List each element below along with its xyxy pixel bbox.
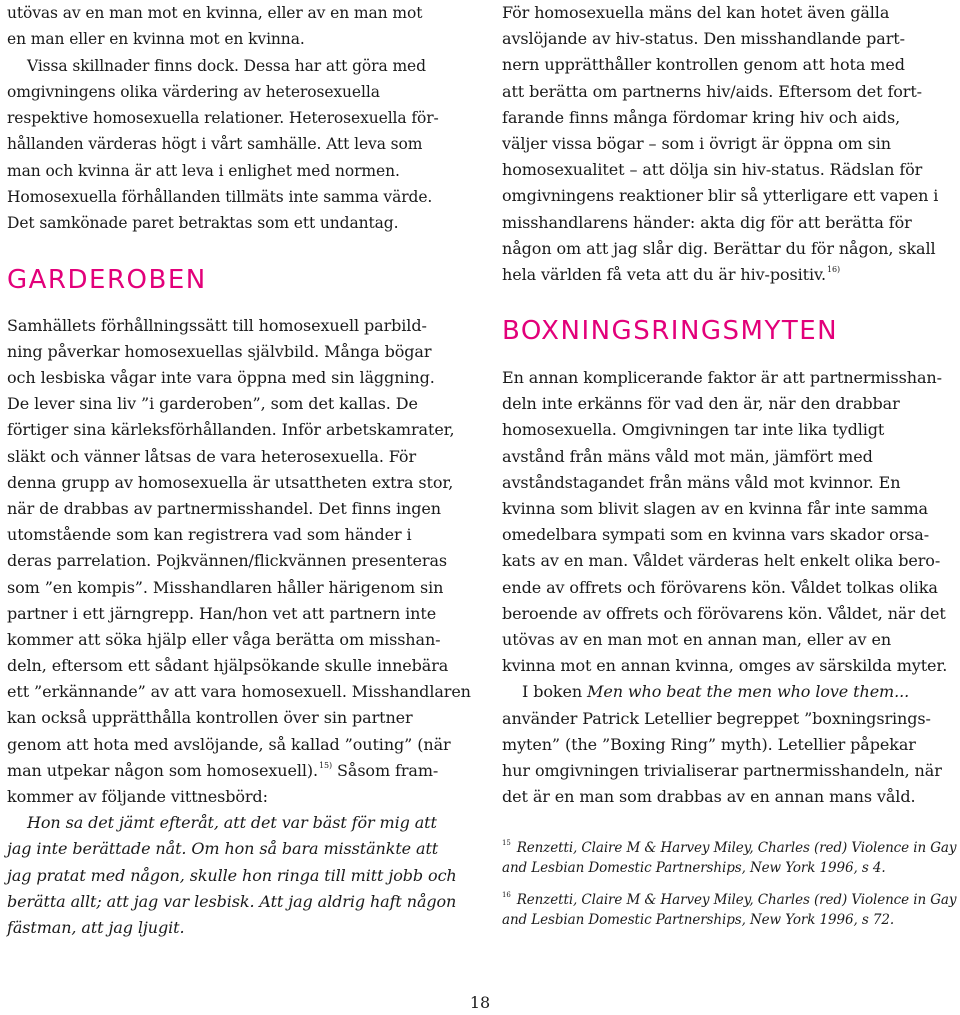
text-line: avslöjande av hiv-status. Den misshandlande part- bbox=[502, 29, 905, 49]
footnote-16-cont: and Lesbian Domestic Partnerships, New York 1996, s 72. bbox=[502, 912, 895, 929]
footnote-number: 15 bbox=[502, 839, 511, 848]
text-line: omedelbara sympati som en kvinna vars skador orsa- bbox=[502, 525, 930, 545]
left-body-paragraph bbox=[7, 313, 471, 811]
text-line-hiv bbox=[502, 262, 950, 288]
text-line: hur omgivningen trivialiserar partnermisshandeln, när bbox=[502, 760, 942, 780]
text-line: homosexuella. Omgivningen tar inte lika tydligt bbox=[502, 420, 885, 440]
text-line: farande finns många fördomar kring hiv och aids, bbox=[502, 107, 901, 127]
footnote-number: 16 bbox=[502, 891, 511, 900]
text-line: som ”en kompis”. Misshandlaren håller härigenom sin bbox=[7, 577, 444, 597]
text-line: kommer att söka hjälp eller våga berätta om misshan- bbox=[7, 629, 441, 649]
text-line: någon om att jag slår dig. Berättar du för någon, skall bbox=[502, 238, 936, 258]
quote-line: jag inte berättade nåt. Om hon så bara misstänkte att bbox=[7, 839, 439, 859]
text-line: det är en man som drabbas av en annan mans våld. bbox=[502, 787, 916, 807]
footnote-15 bbox=[502, 838, 957, 858]
text-line: kvinna som blivit slagen av en kvinna får inte samma bbox=[502, 499, 928, 518]
footnote-text: Renzetti, Claire M & Harvey Miley, Charles (red) Violence in Gay bbox=[516, 892, 957, 909]
boken-prefix: I boken bbox=[522, 682, 588, 702]
text-line: nern upprätthåller kontrollen genom att hota med bbox=[502, 55, 905, 75]
text-line: Det samkönade paret betraktas som ett undantag. bbox=[7, 214, 399, 233]
quote-line: fästman, att jag ljugit. bbox=[7, 917, 185, 937]
text-line: kats av en man. Våldet värderas helt enkelt olika bero- bbox=[502, 551, 941, 571]
text-line: denna grupp av homosexuella är utsattheten extra stor, bbox=[7, 472, 454, 492]
text-line: misshandlarens händer: akta dig för att berätta för bbox=[502, 212, 912, 232]
hiv-text: hela världen få veta att du är hiv-positiv. bbox=[502, 264, 827, 284]
text-line: deln, eftersom ett sådant hjälpsökande skulle innebära bbox=[7, 656, 449, 676]
text-line: man och kvinna är att leva i enlighet med normen. bbox=[7, 161, 400, 180]
text-line: när de drabbas av partnermisshandel. Det finns ingen bbox=[7, 498, 441, 518]
quote-line: Hon sa det jämt efteråt, att det var bäst för mig att bbox=[27, 813, 437, 833]
section-heading-garderoben: GARDEROBEN bbox=[7, 264, 207, 295]
right-column bbox=[502, 0, 957, 930]
text-line: deras parrelation. Pojkvännen/flickvännen presenteras bbox=[7, 551, 448, 571]
text-line: partner i ett järngrepp. Han/hon vet att partnern inte bbox=[7, 603, 437, 623]
text-line: avstånd från mäns våld mot män, jämfört med bbox=[502, 446, 873, 466]
text-line: omgivningens reaktioner blir så ytterligare ett vapen i bbox=[502, 186, 939, 206]
left-intro-paragraphs bbox=[7, 0, 459, 237]
text-line: att berätta om partnerns hiv/aids. Eftersom det fort- bbox=[502, 81, 922, 101]
text-line: och lesbiska vågar inte vara öppna med sin läggning. bbox=[7, 368, 435, 388]
text-line: De lever sina liv ”i garderoben”, som det kallas. De bbox=[7, 394, 418, 414]
text-line: ning påverkar homosexuellas självbild. Många bögar bbox=[7, 341, 432, 361]
text-line: Samhällets förhållningssätt till homosexuell parbild- bbox=[7, 315, 427, 335]
text-line: genom att hota med avslöjande, så kallad ”outing” (när bbox=[7, 734, 451, 754]
testimony-quote bbox=[7, 810, 459, 941]
text-line: deln inte erkänns för vad den är, när den drabbar bbox=[502, 394, 900, 414]
text-line: Homosexuella förhållanden tillmäts inte samma värde. bbox=[7, 188, 433, 207]
quote-line: berätta allt; att jag var lesbisk. Att jag aldrig haft någon bbox=[7, 891, 457, 911]
book-title: Men who beat the men who love them... bbox=[587, 682, 910, 702]
text-line-outing bbox=[7, 758, 459, 784]
text-line: ett ”erkännande” av att vara homosexuell. Misshandlaren bbox=[7, 682, 471, 702]
footnote-marker-16: 16) bbox=[827, 264, 841, 274]
text-line: utövas av en man mot en kvinna, eller av en man mot bbox=[7, 4, 423, 22]
quote-line: jag pratat med någon, skulle hon ringa till mitt jobb och bbox=[7, 865, 457, 885]
right-intro-paragraph bbox=[502, 0, 950, 288]
text-line-boken bbox=[502, 679, 950, 705]
page-number: 18 bbox=[469, 993, 491, 1012]
text-line: kommer av följande vittnesbörd: bbox=[7, 787, 268, 807]
outing-text-after: Såsom fram- bbox=[332, 760, 439, 780]
text-line: utomstående som kan registrera vad som händer i bbox=[7, 525, 412, 545]
footnote-text: Renzetti, Claire M & Harvey Miley, Charles (red) Violence in Gay bbox=[516, 840, 957, 857]
text-line: kvinna mot en annan kvinna, omges av särskilda myter. bbox=[502, 656, 948, 676]
text-line: omgivningens olika värdering av heterosexuella bbox=[7, 82, 380, 101]
footnote-15-cont: and Lesbian Domestic Partnerships, New York 1996, s 4. bbox=[502, 860, 886, 877]
text-line: hållanden värderas högt i vårt samhälle. Att leva som bbox=[7, 135, 423, 154]
text-line: Vissa skillnader finns dock. Dessa har att göra med bbox=[27, 56, 426, 75]
outing-text: man utpekar någon som homosexuell). bbox=[7, 760, 319, 780]
left-column bbox=[7, 0, 471, 941]
text-line: homosexualitet – att dölja sin hiv-status. Rädslan för bbox=[502, 160, 923, 180]
text-line: För homosexuella mäns del kan hotet även gälla bbox=[502, 3, 890, 22]
text-line: kan också upprätthålla kontrollen över sin partner bbox=[7, 708, 413, 728]
text-line: avståndstagandet från mäns våld mot kvinnor. En bbox=[502, 472, 901, 492]
right-body-paragraph bbox=[502, 365, 950, 810]
text-line: en man eller en kvinna mot en kvinna. bbox=[7, 30, 305, 49]
footnotes bbox=[502, 838, 957, 930]
text-line: En annan komplicerande faktor är att partnermisshan- bbox=[502, 368, 942, 388]
text-line: utövas av en man mot en annan man, eller av en bbox=[502, 629, 892, 649]
footnote-marker-15: 15) bbox=[319, 760, 333, 770]
text-line: väljer vissa bögar – som i övrigt är öppna om sin bbox=[502, 133, 891, 153]
text-line: myten” (the ”Boxing Ring” myth). Letellier påpekar bbox=[502, 734, 916, 754]
text-line: beroende av offrets och förövarens kön. Våldet, när det bbox=[502, 603, 946, 623]
text-line: släkt och vänner låtsas de vara heterosexuella. För bbox=[7, 446, 417, 466]
text-line: använder Patrick Letellier begreppet ”boxningsrings- bbox=[502, 708, 931, 728]
text-line: förtiger sina kärleksförhållanden. Inför arbetskamrater, bbox=[7, 420, 455, 440]
footnote-16 bbox=[502, 890, 957, 910]
text-line: respektive homosexuella relationer. Heterosexuella för- bbox=[7, 109, 439, 128]
section-heading-boxningsringsmyten: BOXNINGSRINGSMYTEN bbox=[502, 316, 839, 347]
text-line: ende av offrets och förövarens kön. Våldet tolkas olika bbox=[502, 577, 938, 597]
